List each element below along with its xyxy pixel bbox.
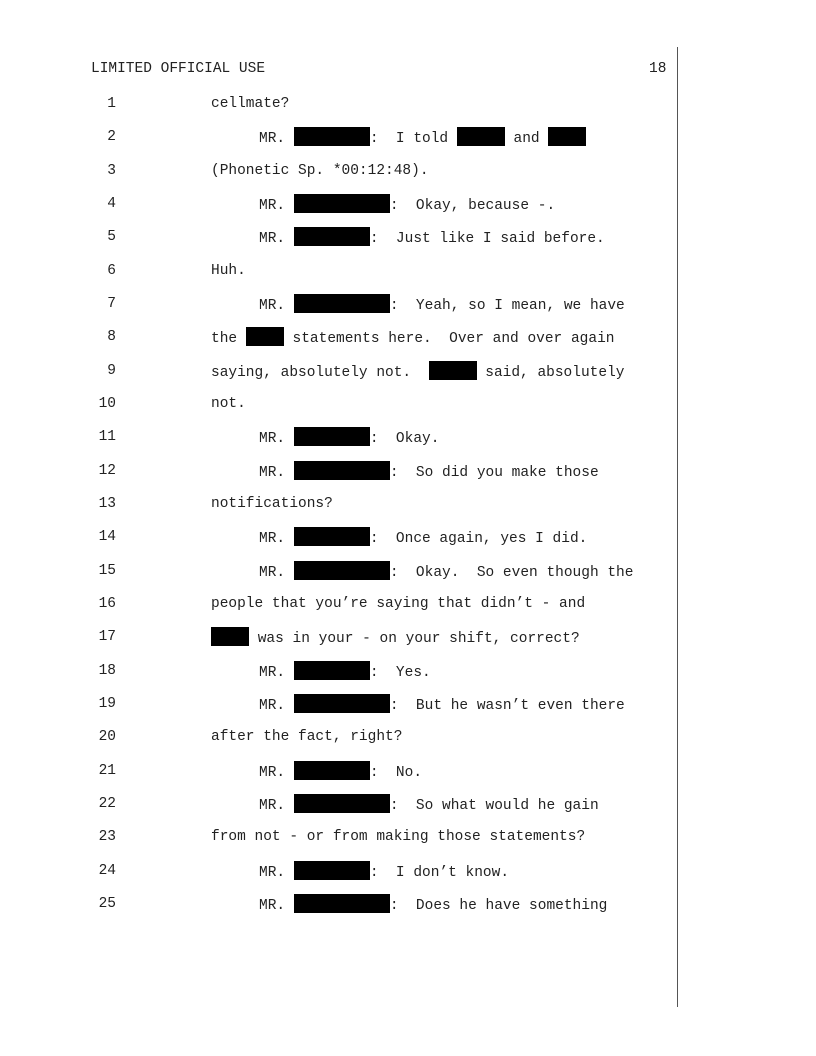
redaction-box bbox=[294, 127, 370, 146]
page-number: 18 bbox=[649, 61, 667, 77]
transcript-line bbox=[0, 561, 680, 581]
redaction-box bbox=[429, 361, 477, 380]
text-segment: MR. bbox=[259, 131, 294, 147]
line-text bbox=[211, 727, 402, 747]
classification-header: LIMITED OFFICIAL USE bbox=[91, 61, 266, 77]
text-segment: : Once again, yes I did. bbox=[369, 531, 588, 547]
transcript-line bbox=[0, 361, 680, 381]
line-text bbox=[259, 561, 633, 583]
text-segment: : So did you make those bbox=[389, 465, 599, 481]
line-number: 2 bbox=[107, 129, 116, 145]
text-segment: : Okay, because -. bbox=[389, 198, 556, 214]
text-segment: : Just like I said before. bbox=[369, 231, 605, 247]
line-text bbox=[259, 194, 555, 216]
line-number: 9 bbox=[107, 363, 116, 379]
line-text bbox=[259, 861, 509, 883]
transcript-line bbox=[0, 161, 680, 181]
transcript-line bbox=[0, 861, 680, 881]
line-number: 1 bbox=[107, 96, 116, 112]
redaction-box bbox=[294, 661, 370, 680]
line-text bbox=[259, 427, 439, 449]
text-segment: MR. bbox=[259, 531, 294, 547]
text-segment: (Phonetic Sp. *00:12:48). bbox=[211, 163, 429, 179]
transcript-line bbox=[0, 694, 680, 714]
line-text bbox=[259, 294, 625, 316]
text-segment: : Yes. bbox=[369, 665, 431, 681]
text-segment: Huh. bbox=[211, 263, 246, 279]
line-number: 25 bbox=[98, 896, 116, 912]
text-segment: notifications? bbox=[211, 496, 333, 512]
text-segment: MR. bbox=[259, 765, 294, 781]
text-segment: MR. bbox=[259, 198, 294, 214]
redaction-box bbox=[294, 294, 390, 313]
line-number: 23 bbox=[98, 829, 116, 845]
text-segment: said, absolutely bbox=[476, 365, 625, 381]
line-number: 10 bbox=[98, 396, 116, 412]
transcript-line bbox=[0, 461, 680, 481]
transcript-line bbox=[0, 127, 680, 147]
transcript-line bbox=[0, 727, 680, 747]
line-number: 24 bbox=[98, 863, 116, 879]
transcript-line bbox=[0, 194, 680, 214]
line-number: 22 bbox=[98, 796, 116, 812]
redaction-box bbox=[294, 227, 370, 246]
text-segment: : Yeah, so I mean, we have bbox=[389, 298, 625, 314]
text-segment: after the fact, right? bbox=[211, 729, 403, 745]
text-segment: was in your - on your shift, correct? bbox=[249, 631, 580, 647]
text-segment: : No. bbox=[369, 765, 423, 781]
redaction-box bbox=[294, 694, 390, 713]
redaction-box bbox=[294, 894, 390, 913]
redaction-box bbox=[294, 761, 370, 780]
line-text bbox=[259, 527, 587, 549]
line-text bbox=[211, 161, 429, 181]
line-text bbox=[211, 394, 246, 414]
line-text bbox=[211, 627, 580, 649]
text-segment: MR. bbox=[259, 231, 294, 247]
text-segment: MR. bbox=[259, 898, 294, 914]
text-segment: : I told bbox=[369, 131, 457, 147]
text-segment: from not - or from making those statements? bbox=[211, 829, 586, 845]
text-segment: MR. bbox=[259, 565, 294, 581]
redaction-box bbox=[294, 527, 370, 546]
line-number: 3 bbox=[107, 163, 116, 179]
redaction-box bbox=[294, 427, 370, 446]
text-segment: saying, absolutely not. bbox=[211, 365, 429, 381]
line-text bbox=[211, 827, 585, 847]
transcript-line bbox=[0, 894, 680, 914]
text-segment: MR. bbox=[259, 465, 294, 481]
redaction-box bbox=[457, 127, 505, 146]
text-segment: : Okay. So even though the bbox=[389, 565, 634, 581]
line-number: 8 bbox=[107, 329, 116, 345]
line-number: 17 bbox=[98, 629, 116, 645]
line-number: 5 bbox=[107, 229, 116, 245]
line-text bbox=[211, 361, 624, 383]
redaction-box bbox=[294, 194, 390, 213]
text-segment: MR. bbox=[259, 865, 294, 881]
line-text bbox=[211, 494, 333, 514]
text-segment: MR. bbox=[259, 431, 294, 447]
transcript-line bbox=[0, 327, 680, 347]
text-segment: cellmate? bbox=[211, 96, 290, 112]
line-number: 19 bbox=[98, 696, 116, 712]
line-text bbox=[259, 461, 599, 483]
line-number: 14 bbox=[98, 529, 116, 545]
line-number: 15 bbox=[98, 563, 116, 579]
line-number: 20 bbox=[98, 729, 116, 745]
line-text bbox=[211, 594, 585, 614]
line-number: 16 bbox=[98, 596, 116, 612]
transcript-line bbox=[0, 761, 680, 781]
line-text bbox=[211, 327, 614, 349]
text-segment: MR. bbox=[259, 698, 294, 714]
text-segment: MR. bbox=[259, 298, 294, 314]
line-text bbox=[259, 794, 599, 816]
redaction-box bbox=[294, 794, 390, 813]
text-segment: : Does he have something bbox=[389, 898, 608, 914]
text-segment: statements here. Over and over again bbox=[283, 331, 615, 347]
redaction-box bbox=[294, 861, 370, 880]
transcript-line bbox=[0, 494, 680, 514]
line-text bbox=[259, 227, 605, 249]
transcript-line bbox=[0, 261, 680, 281]
transcript-line bbox=[0, 527, 680, 547]
transcript-line bbox=[0, 627, 680, 647]
transcript-line bbox=[0, 827, 680, 847]
text-segment: : But he wasn’t even there bbox=[389, 698, 625, 714]
redaction-box bbox=[548, 127, 586, 146]
line-number: 7 bbox=[107, 296, 116, 312]
line-number: 12 bbox=[98, 463, 116, 479]
line-text bbox=[259, 661, 431, 683]
transcript-line bbox=[0, 227, 680, 247]
text-segment: MR. bbox=[259, 665, 294, 681]
text-segment: : Okay. bbox=[369, 431, 440, 447]
text-segment: : I don’t know. bbox=[369, 865, 510, 881]
text-segment: MR. bbox=[259, 798, 294, 814]
transcript-line bbox=[0, 94, 680, 114]
line-number: 11 bbox=[98, 429, 116, 445]
text-segment: the bbox=[211, 331, 246, 347]
text-segment: people that you’re saying that didn’t - and bbox=[211, 596, 586, 612]
redaction-box bbox=[294, 461, 390, 480]
transcript-line bbox=[0, 427, 680, 447]
redaction-box bbox=[246, 327, 284, 346]
text-segment: not. bbox=[211, 396, 246, 412]
line-text bbox=[259, 694, 625, 716]
transcript-line bbox=[0, 794, 680, 814]
transcript-line bbox=[0, 394, 680, 414]
text-segment: and bbox=[504, 131, 549, 147]
transcript-line bbox=[0, 294, 680, 314]
line-number: 4 bbox=[107, 196, 116, 212]
transcript-line bbox=[0, 661, 680, 681]
line-text bbox=[259, 894, 607, 916]
line-number: 18 bbox=[98, 663, 116, 679]
line-text bbox=[211, 94, 289, 114]
redaction-box bbox=[211, 627, 249, 646]
transcript-line bbox=[0, 594, 680, 614]
redaction-box bbox=[294, 561, 390, 580]
line-text bbox=[259, 127, 586, 149]
line-number: 21 bbox=[98, 763, 116, 779]
line-number: 6 bbox=[107, 263, 116, 279]
line-number: 13 bbox=[98, 496, 116, 512]
line-text bbox=[211, 261, 246, 281]
text-segment: : So what would he gain bbox=[389, 798, 599, 814]
line-text bbox=[259, 761, 422, 783]
